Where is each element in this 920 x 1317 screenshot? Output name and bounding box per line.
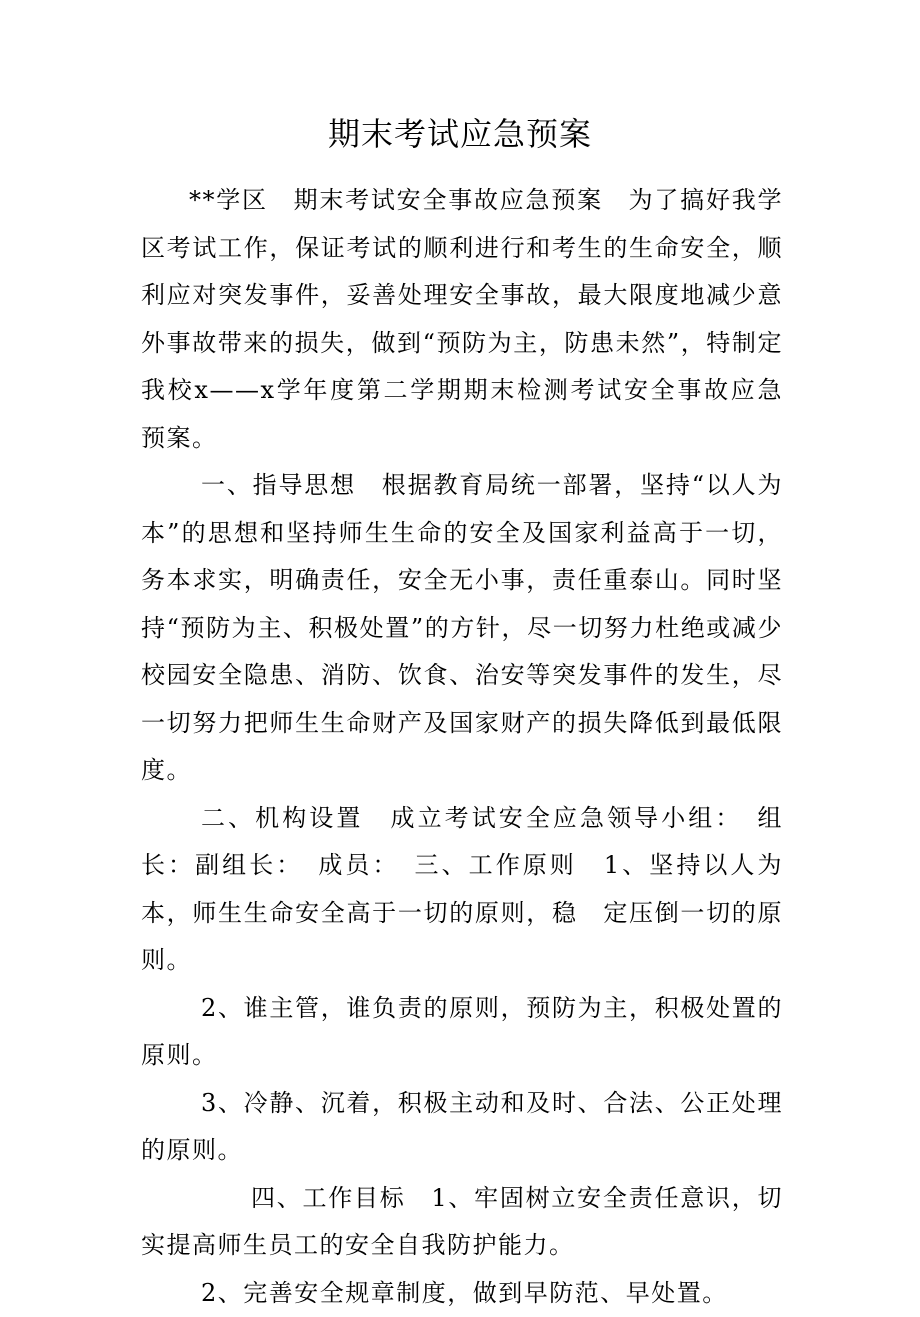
paragraph-guiding-ideology: 一、指导思想 根据教育局统一部署，坚持“以人为本”的思想和坚持师生生命的安全及国家利益高于一切，务本求实，明确责任，安全无小事，责任重泰山。同时坚持“预防为主、积极处置”的方针，尽一切努力杜绝或减少校园安全隐患、消防、饮食、治安等突发事件的发生，尽一切努力把师生生命财产及国家财产的损失降低到最低限度。 [141, 462, 783, 795]
paragraph-intro: **学区 期末考试安全事故应急预案 为了搞好我学区考试工作，保证考试的顺利进行和考生的生命安全，顺利应对突发事件，妥善处理安全事故，最大限度地减少意外事故带来的损失，做到“预防为主，防患未然”，特制定我校x——x学年度第二学期期末检测考试安全事故应急预案。 [141, 177, 783, 462]
paragraph-goal-2: 2、完善安全规章制度，做到早防范、早处置。 [141, 1270, 783, 1317]
paragraph-principle-2: 2、谁主管，谁负责的原则，预防为主，积极处置的原则。 [141, 985, 783, 1080]
paragraph-work-goals: 四、工作目标 1、牢固树立安全责任意识，切实提高师生员工的安全自我防护能力。 [141, 1175, 783, 1270]
paragraph-principle-3: 3、冷静、沉着，积极主动和及时、合法、公正处理的原则。 [141, 1080, 783, 1175]
document-body [141, 177, 783, 1317]
paragraph-organization: 二、机构设置 成立考试安全应急领导小组： 组长：副组长： 成员： 三、工作原则 1、坚持以人为本，师生生命安全高于一切的原则，稳 定压倒一切的原则。 [141, 795, 783, 985]
document-title: 期末考试应急预案 [0, 110, 920, 158]
